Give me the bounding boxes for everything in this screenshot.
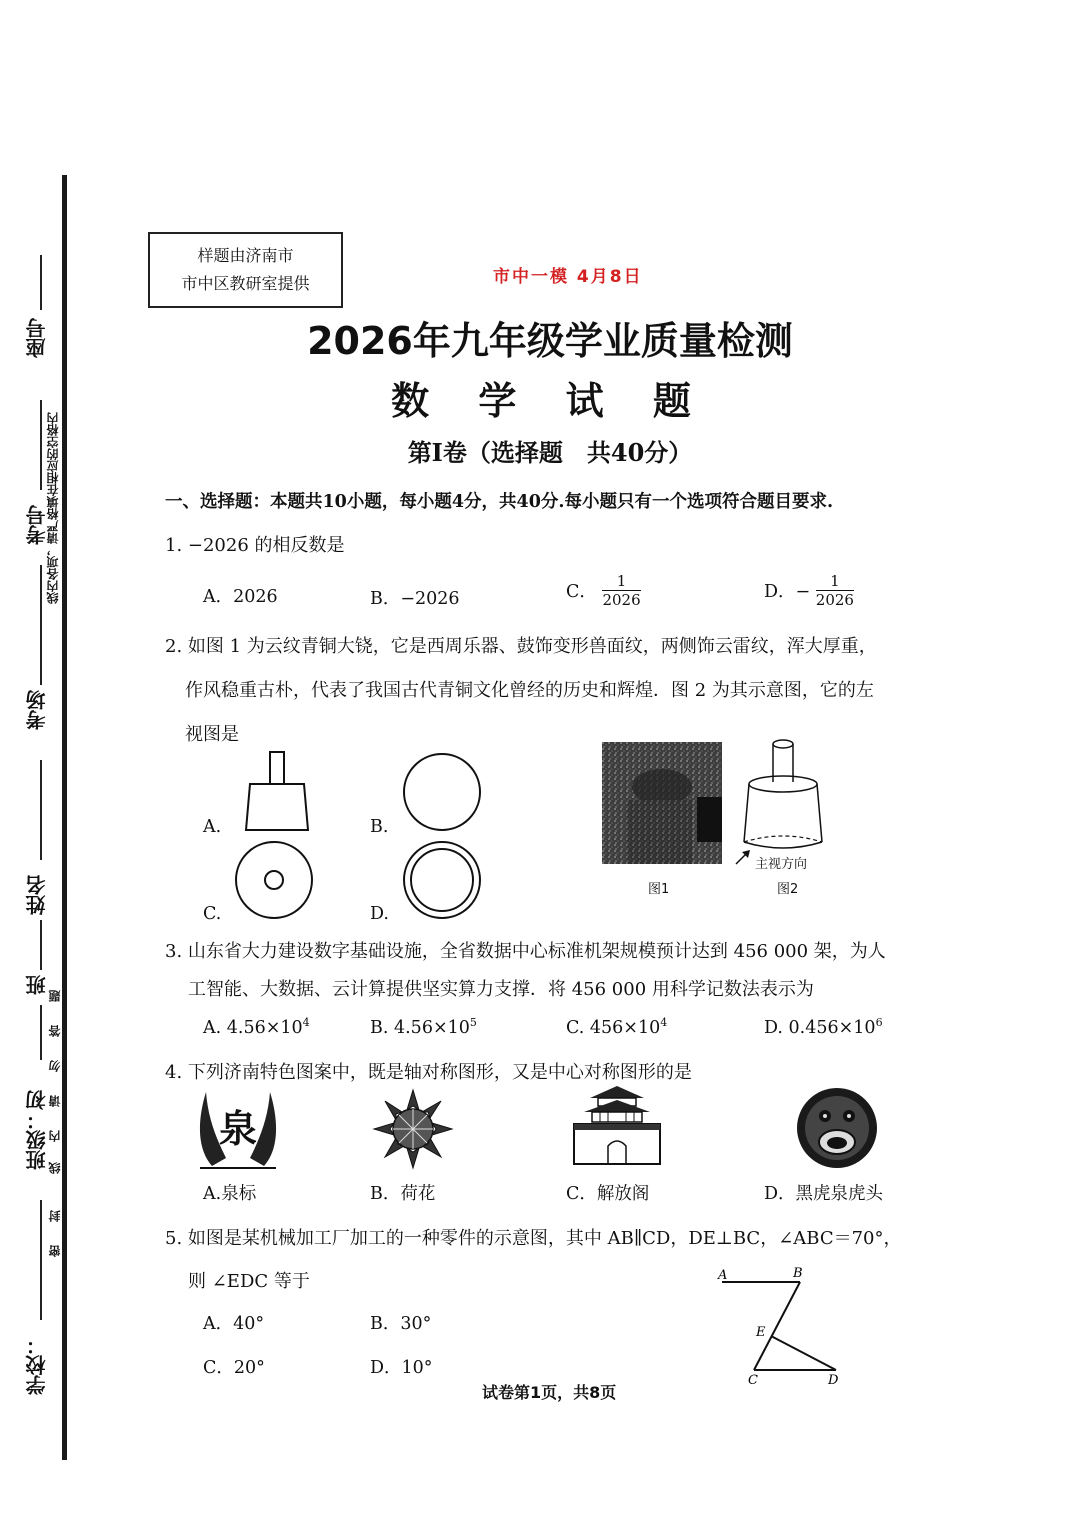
tiger-head-figure bbox=[795, 1086, 879, 1170]
q2-option-b-figure bbox=[400, 750, 490, 835]
point-a-label: A bbox=[718, 1268, 728, 1283]
room-blank bbox=[40, 565, 42, 685]
q1-c-den: 2026 bbox=[602, 591, 641, 609]
seal-char-4: 请 bbox=[48, 1095, 62, 1107]
q5-line-1: 5. 如图是某机械加工厂加工的一种零件的示意图，其中 AB∥CD，DE⊥BC，∠ABC＝70°， bbox=[165, 1228, 902, 1249]
q2-line-1: 2. 如图 1 为云纹青铜大铙，它是西周乐器、鼓饰变形兽面纹，两侧饰云雷纹，浑大厚重， bbox=[165, 636, 877, 657]
seat-label: 座号 bbox=[25, 318, 49, 358]
q3-b-exp: 5 bbox=[469, 1016, 477, 1029]
seat-blank bbox=[40, 255, 42, 310]
seal-char-6: 线 bbox=[48, 1162, 62, 1174]
q3-b-base: B. 4.56×10 bbox=[370, 1017, 470, 1038]
seal-char-7: 封 bbox=[48, 1210, 62, 1222]
q4-option-c: C．解放阁 bbox=[566, 1184, 650, 1204]
q5-option-b: B．30° bbox=[370, 1314, 432, 1334]
q3-a-base: A. 4.56×10 bbox=[203, 1017, 303, 1038]
q3-d-exp: 6 bbox=[875, 1016, 883, 1029]
q5-geometry-figure bbox=[710, 1262, 850, 1387]
exam-stamp: 市中一模 4月8日 bbox=[493, 267, 643, 287]
q2-option-a-figure bbox=[240, 750, 320, 835]
seal-char-5: 内 bbox=[48, 1130, 62, 1142]
page-title: 2026年九年级学业质量检测 bbox=[307, 319, 793, 363]
q3-line-2: 工智能、大数据、云计算提供坚实算力支撑．将 456 000 用科学记数法表示为 bbox=[188, 979, 814, 1000]
q1-c-num: 1 bbox=[602, 572, 640, 591]
q1-d-num: 1 bbox=[816, 572, 854, 591]
q1-option-d bbox=[764, 572, 854, 609]
fig2-caption: 图2 bbox=[777, 882, 799, 897]
school-label: 学校： bbox=[25, 1335, 49, 1395]
section-heading: 一、选择题：本题共10小题，每小题4分，共40分.每小题只有一个选项符合题目要求. bbox=[165, 492, 834, 512]
q2-option-d-figure bbox=[400, 838, 490, 923]
part-heading: 第Ⅰ卷（选择题 共40分） bbox=[407, 438, 693, 467]
q1-stem: 1. −2026 的相反数是 bbox=[165, 535, 345, 556]
q5-line-2: 则 ∠EDC 等于 bbox=[188, 1271, 310, 1292]
q1-d-label: D．− bbox=[764, 582, 811, 602]
lotus-figure bbox=[372, 1088, 454, 1170]
q1-option-a: A．2026 bbox=[203, 587, 278, 607]
q5-option-c: C．20° bbox=[203, 1358, 265, 1378]
q1-d-den: 2026 bbox=[815, 591, 854, 609]
q3-line-1: 3. 山东省大力建设数字基础设施，全省数据中心标准机架规模预计达到 456 000 架，为人 bbox=[165, 941, 886, 962]
page-footer: 试卷第1页，共8页 bbox=[482, 1383, 617, 1402]
q5-option-a: A．40° bbox=[203, 1314, 265, 1334]
q2-option-c-label: C. bbox=[203, 904, 222, 924]
source-box bbox=[148, 232, 343, 308]
bell-schematic bbox=[732, 738, 832, 868]
quan-character: 泉 bbox=[218, 1107, 258, 1151]
q2-option-d-label: D. bbox=[370, 904, 389, 924]
point-b-label: B bbox=[793, 1266, 803, 1281]
point-e-label: E bbox=[756, 1325, 766, 1340]
margin-instruction: 线内各项，请严格填在相应的空格内 bbox=[46, 412, 60, 604]
q2-option-a-label: A. bbox=[203, 817, 222, 837]
q4-stem: 4. 下列济南特色图案中，既是轴对称图形，又是中心对称图形的是 bbox=[165, 1062, 692, 1083]
q1-d-fraction bbox=[816, 572, 854, 609]
q1-option-b: B．−2026 bbox=[370, 589, 460, 609]
jiefang-pavilion-figure bbox=[572, 1082, 662, 1168]
q2-line-3: 视图是 bbox=[185, 724, 239, 745]
q3-option-a bbox=[203, 1016, 310, 1038]
q3-c-exp: 4 bbox=[660, 1016, 668, 1029]
source-line-2: 市中区教研室提供 bbox=[181, 274, 310, 293]
q1-c-fraction bbox=[602, 572, 640, 609]
seal-char-1: 题 bbox=[48, 990, 62, 1002]
view-direction-label: 主视方向 bbox=[755, 857, 808, 872]
binding-bar bbox=[62, 175, 67, 1460]
q3-d-base: D. 0.456×10 bbox=[764, 1017, 876, 1038]
name-label: 姓名 bbox=[25, 875, 49, 915]
q1-c-label: C． bbox=[566, 582, 597, 602]
seal-char-3: 勿 bbox=[48, 1060, 62, 1072]
q4-option-b: B．荷花 bbox=[370, 1184, 436, 1204]
q2-line-2: 作风稳重古朴，代表了我国古代青铜文化曾经的历史和辉煌．图 2 为其示意图，它的左 bbox=[185, 680, 874, 701]
seal-char-8: 密 bbox=[48, 1245, 62, 1257]
q3-a-exp: 4 bbox=[302, 1016, 310, 1029]
q2-option-b-label: B. bbox=[370, 817, 389, 837]
q4-option-a: A.泉标 bbox=[203, 1184, 257, 1204]
q3-c-base: C. 456×10 bbox=[566, 1017, 661, 1038]
q4-option-d: D．黑虎泉虎头 bbox=[764, 1184, 884, 1204]
q3-option-b bbox=[370, 1016, 477, 1038]
room-label: 考场 bbox=[25, 690, 49, 730]
class-blank bbox=[40, 920, 42, 970]
exam-no-label: 考号 bbox=[25, 505, 49, 545]
bronze-bell-photo bbox=[602, 742, 722, 864]
q3-option-d bbox=[764, 1016, 883, 1038]
point-c-label: C bbox=[748, 1373, 758, 1387]
q1-option-c bbox=[566, 572, 641, 609]
q2-option-c-figure bbox=[232, 838, 322, 923]
q5-option-d: D．10° bbox=[370, 1358, 433, 1378]
point-d-label: D bbox=[828, 1373, 839, 1387]
quan-emblem-figure bbox=[192, 1088, 284, 1170]
class-grade-blank bbox=[40, 1005, 42, 1060]
name-blank bbox=[40, 760, 42, 860]
seal-char-2: 答 bbox=[48, 1025, 62, 1037]
fig1-caption: 图1 bbox=[648, 882, 670, 897]
school-blank bbox=[40, 1200, 42, 1320]
class-grade-label: 班级：初 bbox=[25, 1090, 49, 1170]
class-label: 班 bbox=[25, 975, 49, 995]
q3-option-c bbox=[566, 1016, 667, 1038]
page-subtitle: 数 学 试 题 bbox=[391, 379, 709, 423]
source-line-1: 样题由济南市 bbox=[197, 246, 294, 265]
